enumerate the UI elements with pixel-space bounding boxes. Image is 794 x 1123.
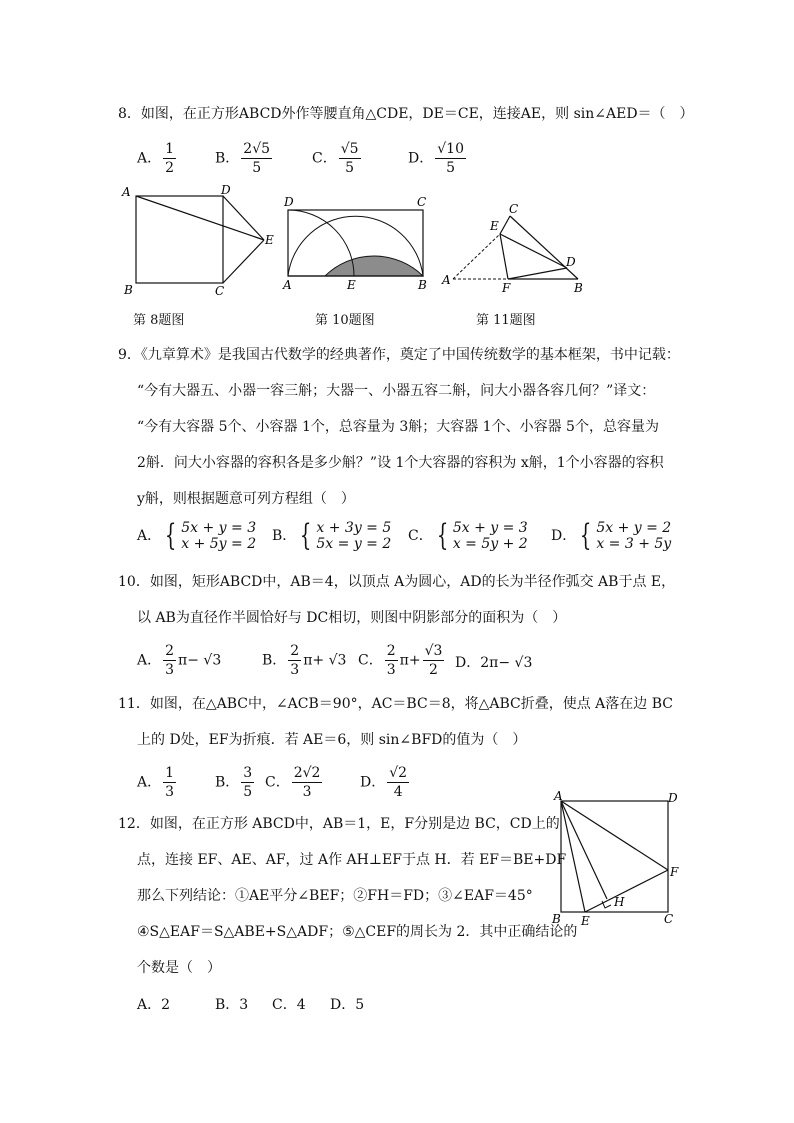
q9-line-2: “今有大器五、小器一容三斛；大器一、小器五容二斛，问大小器各容几何？”译文： — [137, 383, 656, 399]
fig11-label-d: D — [566, 255, 576, 269]
q12-option-c: C．4 — [272, 997, 306, 1013]
fig11-label-e: E — [490, 219, 499, 233]
q8-stem: 8．如图，在正方形ABCD外作等腰直角△CDE，DE＝CE，连接AE，则 sin∠AED＝（ ） — [118, 106, 694, 122]
q11-line-1: 11．如图，在△ABC中，∠ACB＝90°，AC＝BC＝8，将△ABC折叠，使点 A落在边 BC — [118, 696, 674, 712]
fig12-label-e: E — [581, 914, 590, 928]
fig11-label-b: B — [574, 281, 583, 295]
q9-line-3: “今有大容器 5个、小容器 1个，总容量为 3斛；大容器 1个、小容器 5个，总容量为 — [137, 419, 659, 435]
fig12-label-d: D — [668, 791, 678, 805]
fig12-label-b: B — [552, 912, 561, 926]
figure-11 — [438, 200, 588, 295]
q8-option-b: B． $\frac{2√5}{5}$ — [215, 141, 271, 176]
q10-line-1: 10．如图，矩形ABCD中，AB＝4，以顶点 A为圆心，AD的长为半径作弧交 AB于点 E， — [118, 574, 676, 590]
q11-option-a: A． $\frac{1}{3}$ — [137, 765, 175, 800]
q11-option-d: D． $\frac{√2}{4}$ — [360, 765, 408, 800]
fig8-label-c: C — [215, 284, 225, 298]
q9-option-c: C． { 5x + y = 3 x = 5y + 2 — [408, 518, 528, 553]
fig8-caption: 第 8题图 — [133, 313, 185, 328]
fig10-caption: 第 10题图 — [315, 313, 375, 328]
q12-line-3: 那么下列结论：①AE平分∠BEF；②FH＝FD；③∠EAF＝45° — [137, 888, 533, 904]
fig8-label-e: E — [265, 233, 274, 247]
q12-option-d: D．5 — [330, 997, 365, 1013]
fig12-label-h: H — [614, 895, 625, 909]
q9-option-a: A． { 5x + y = 3 x + 5y = 2 — [137, 518, 257, 553]
q9-option-d: D． { 5x + y = 2 x = 3 + 5y — [551, 518, 672, 553]
fig10-label-a: A — [283, 278, 292, 292]
q10-option-c: C． $\frac{2}{3}$ π+ $\frac{√3}{2}$ — [358, 643, 443, 678]
q12-line-5: 个数是（ ） — [137, 960, 221, 976]
fig12-label-c: C — [664, 912, 674, 926]
fig11-label-c: C — [509, 202, 519, 216]
figure-10 — [278, 192, 438, 300]
fig8-label-d: D — [221, 183, 231, 197]
q12-line-1: 12．如图，在正方形 ABCD中，AB＝1，E，F分别是边 BC，CD上的 — [118, 816, 560, 832]
q12-option-b: B．3 — [215, 997, 249, 1013]
q10-option-a: A． $\frac{2}{3}$ π− √3 — [137, 643, 222, 678]
fig10-label-e: E — [347, 278, 356, 292]
q12-option-a: A．2 — [137, 997, 171, 1013]
fig12-label-f: F — [670, 865, 679, 879]
fig8-label-b: B — [124, 283, 133, 297]
q11-option-b: B． $\frac{3}{5}$ — [215, 765, 253, 800]
fig8-label-a: A — [122, 185, 131, 199]
fig12-label-a: A — [554, 789, 563, 803]
q10-option-b: B． $\frac{2}{3}$ π+ √3 — [262, 643, 347, 678]
q8-option-c: C． $\frac{√5}{5}$ — [312, 141, 359, 176]
q11-line-2: 上的 D处，EF为折痕．若 AE＝6，则 sin∠BFD的值为（ ） — [137, 732, 527, 748]
fig10-label-d: D — [284, 195, 294, 209]
q8-option-a: A． $\frac{1}{2}$ — [137, 141, 175, 176]
q12-line-4: ④S△EAF＝S△ABE+S△ADF；⑤△CEF的周长为 2．其中正确结论的 — [137, 924, 578, 940]
q9-line-1: 9．《九章算术》是我国古代数学的经典著作，奠定了中国传统数学的基本框架，书中记载： — [118, 347, 680, 363]
q12-line-2: 点，连接 EF、AE、AF，过 A作 AH⊥EF于点 H．若 EF＝BE+DF — [137, 852, 567, 868]
q9-line-4: 2斛．问大小容器的容积各是多少斛？”设 1个大容器的容积为 x斛，1个小容器的容积 — [137, 455, 664, 471]
fig11-label-f: F — [502, 281, 511, 295]
fig11-label-a: A — [442, 273, 451, 287]
q10-line-2: 以 AB为直径作半圆恰好与 DC相切，则图中阴影部分的面积为（ ） — [137, 610, 567, 626]
fig10-label-c: C — [417, 195, 427, 209]
q9-option-b: B． { x + 3y = 5 5x = y = 2 — [272, 518, 392, 553]
figure-12 — [548, 788, 686, 928]
fig11-caption: 第 11题图 — [476, 313, 536, 328]
q8-option-d: D． $\frac{√10}{5}$ — [408, 141, 464, 176]
q9-line-5: y斛，则根据题意可列方程组（ ） — [137, 491, 355, 507]
figure-8 — [118, 182, 283, 300]
q11-option-c: C． $\frac{2√2}{3}$ — [265, 765, 321, 800]
q10-option-d: D．2π− √3 — [455, 655, 533, 671]
fig10-label-b: B — [418, 278, 427, 292]
